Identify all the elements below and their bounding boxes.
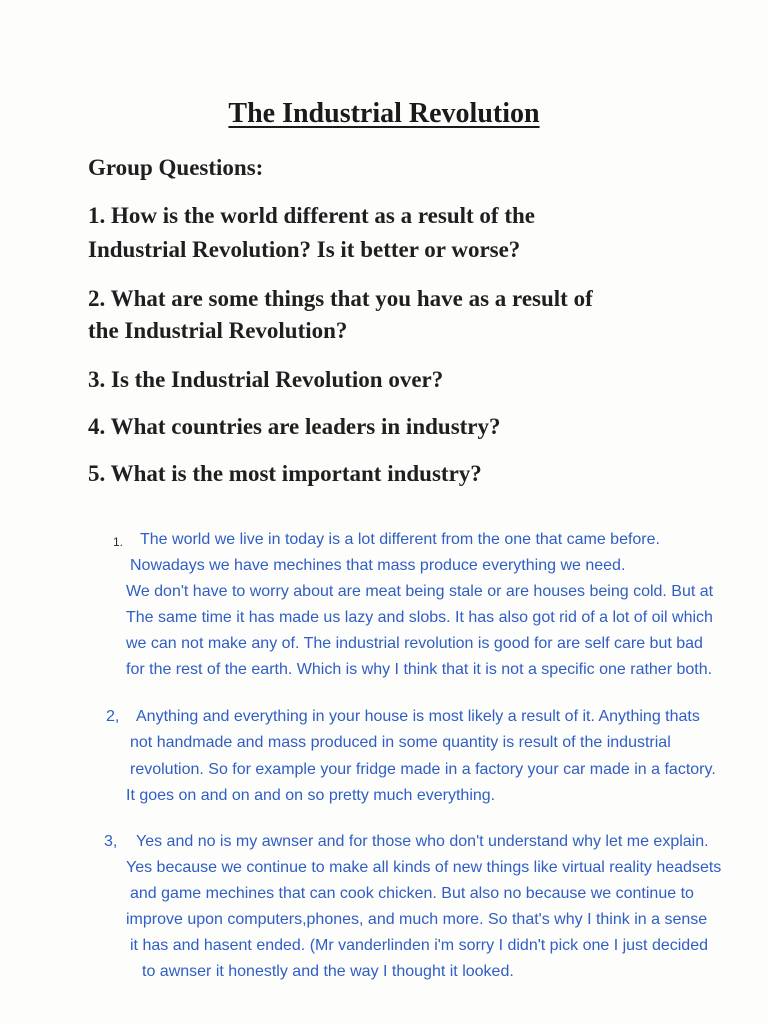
answer-1-marker: 1. [113, 535, 124, 549]
question-3: 3. Is the Industrial Revolution over? [88, 367, 444, 392]
answer-1-line: we can not make any of. The industrial revolution is good for are self care but bad [126, 635, 703, 652]
answer-1-line: The world we live in today is a lot different from the one that came before. [140, 531, 660, 548]
question-5: 5. What is the most important industry? [88, 461, 482, 486]
group-questions-heading: Group Questions: [88, 155, 264, 180]
answer-3-line: improve upon computers,phones, and much more. So that's why I think in a sense [126, 911, 708, 928]
question-2-line-1: 2. What are some things that you have as a result of [88, 286, 593, 311]
answer-2-marker: 2, [106, 708, 120, 725]
question-1-line-1: 1. How is the world different as a result of the [88, 203, 535, 228]
answer-3-line: Yes and no is my awnser and for those who don't understand why let me explain. [136, 833, 709, 850]
answer-3-marker: 3, [104, 833, 118, 850]
answer-2-line: not handmade and mass produced in some quantity is result of the industrial [130, 734, 671, 751]
answer-3-line: and game mechines that can cook chicken. But also no because we continue to [130, 885, 694, 902]
answer-2-line: Anything and everything in your house is most likely a result of it. Anything thats [136, 708, 700, 725]
answer-1-line: for the rest of the earth. Which is why I think that it is not a specific one rather both. [126, 661, 713, 678]
answer-3-line: it has and hasent ended. (Mr vanderlinden i'm sorry I didn't pick one I just decided [130, 937, 708, 954]
answer-1-line: We don't have to worry about are meat being stale or are houses being cold. But at [126, 583, 714, 600]
answer-1-line: Nowadays we have mechines that mass produce everything we need. [130, 557, 626, 574]
question-4: 4. What countries are leaders in industry? [88, 414, 501, 439]
answer-2-line: It goes on and on and on so pretty much everything. [126, 787, 496, 804]
answer-2-line: revolution. So for example your fridge made in a factory your car made in a factory. [130, 761, 716, 778]
answer-1-line: The same time it has made us lazy and slobs. It has also got rid of a lot of oil which [126, 609, 713, 626]
answer-3-line: to awnser it honestly and the way I thought it looked. [142, 963, 514, 980]
question-2-line-2: the Industrial Revolution? [88, 318, 348, 343]
question-1-line-2: Industrial Revolution? Is it better or worse? [88, 237, 521, 262]
page-title: The Industrial Revolution [228, 98, 540, 129]
answer-3-line: Yes because we continue to make all kinds of new things like virtual reality headsets [126, 859, 722, 876]
